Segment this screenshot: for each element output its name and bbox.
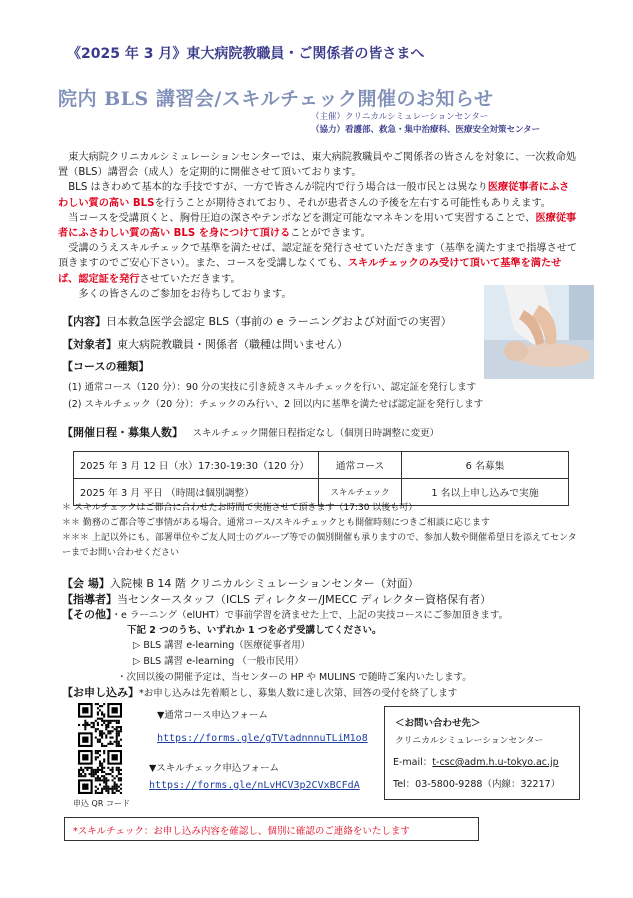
apply-text: *お申し込みは先着順とし、募集人数に達し次第、回答の受付を終了します	[139, 688, 458, 699]
contact-heading: ＜お問い合わせ先＞	[395, 718, 481, 729]
schedule-capacity: 1 名以上申し込みで実施	[402, 479, 569, 506]
note-item: ＊＊＊ 上記以外にも、部署単位やご友人同士のグループ等での個別開催も承りますので、参加人数や開催希望日を添えてセンターまでお問い合わせください	[62, 533, 577, 558]
content-label: 【内容】	[62, 315, 106, 328]
schedule-date: 2025 年 3 月 平日 （時間は個別調整）	[74, 479, 319, 506]
organizer-coop: （協力）看護部、救急・集中治療科、医療安全対策センター	[311, 125, 541, 135]
target-text: 東大病院教職員・関係者（職種は問いません）	[117, 338, 348, 351]
intro-text	[58, 150, 578, 302]
contact-box	[384, 706, 580, 800]
contact-email[interactable]: t-csc@adm.h.u-tokyo.ac.jp	[432, 757, 559, 768]
cpr-training-photo	[484, 285, 594, 379]
content-text: 日本救急医学会認定 BLS（事前の e ラーニングおよび対面での実習）	[106, 315, 452, 328]
skill-form-link[interactable]: https://forms.gle/nLvHCV3p2CVxBCFdA	[149, 780, 360, 791]
intro-paragraph-2: BLS はきわめて基本的な手技ですが、一方で皆さんが院内で行う場合は一般市民とは異なり医療従事者にふさわしい質の高い BLSを行うことが期待されており、それが患者さんの予後を左右する可能性もありえます。	[58, 182, 570, 209]
intro-paragraph-5: 多くの皆さんのご参加をお待ちしております。	[78, 288, 292, 300]
regular-form-link[interactable]: https://forms.gle/gTVtadnnnuTLiM1o8	[157, 733, 368, 744]
other-label: 【その他】	[62, 608, 112, 621]
venue-text: 入院棟 B 14 階 クリニカルシミュレーションセンター（対面）	[109, 577, 419, 590]
qr-code-skill[interactable]	[78, 750, 122, 798]
organizer-main: （主催）クリニカルシミュレーションセンター	[311, 112, 489, 122]
target-label: 【対象者】	[62, 338, 117, 351]
schedule-header	[62, 424, 439, 440]
target-row	[62, 336, 348, 352]
course-types-label: 【コースの種類】	[62, 360, 150, 373]
other-line-3: ・次回以後の開催予定は、当センターの HP や MULINS で随時ご案内いたします。	[117, 672, 472, 683]
course-type-item: (1) 通常コース（120 分）：90 分の実技に引き続きスキルチェックを行い、認定証を発行します	[68, 382, 477, 393]
content-row	[62, 313, 452, 329]
qr-caption: 申込 QR コード	[73, 799, 130, 808]
schedule-capacity: 6 名募集	[402, 452, 569, 479]
table-row	[74, 452, 569, 479]
other-row	[62, 606, 508, 622]
apply-row	[62, 684, 457, 700]
footer-note: *スキルチェック：お申し込み内容を確認し、個別に確認のご連絡をいたします	[64, 817, 479, 841]
instructor-row	[62, 591, 491, 607]
schedule-course: 通常コース	[319, 452, 402, 479]
venue-row	[62, 575, 419, 591]
schedule-table	[73, 451, 569, 506]
contact-tel: Tel：03-5800-9288（内線：32217）	[393, 779, 561, 790]
intro-paragraph-4: 受講のうえスキルチェックで基準を満たせば、認定証を発行させていただきます（基準を満たすまで指導させて頂きますのでご安心下さい）。また、コースを受講しなくても、スキルチェックのみ受けて頂いて基準を満たせば、認定証を発行させていただきます。	[58, 243, 578, 285]
intro-paragraph-3: 当コースを受講頂くと、胸骨圧迫の深さやテンポなどを測定可能なマネキンを用いて実習することで、医療従事者にふさわしい質の高い BLS を身につけて頂けることができます。	[58, 212, 577, 240]
organizer-block	[311, 111, 540, 137]
apply-label: 【お申し込み】	[62, 686, 139, 699]
schedule-course: スキルチェック	[319, 479, 402, 506]
contact-email-row: E-mail：t-csc@adm.h.u-tokyo.ac.jp	[393, 757, 559, 768]
instructor-text: 当センタースタッフ（ICLS ディレクター/JMECC ディレクター資格保有者）	[117, 593, 492, 606]
intro-paragraph-1: 東大病院クリニカルシミュレーションセンターでは、東大病院教職員やご関係者の皆さんを対象に、一次救命処置（BLS）講習会（成人）を定期的に開催させて頂いております。	[58, 152, 577, 179]
skill-form-label: ▼スキルチェック申込フォーム	[149, 763, 279, 774]
qr-code-regular[interactable]	[78, 703, 122, 751]
course-type-item: (2) スキルチェック（20 分）：チェックのみ行い、2 回以内に基準を満たせば認定証を発行します	[68, 399, 484, 410]
elearning-option: ▷ BLS 講習 e-learning （一般市民用）	[133, 656, 304, 667]
schedule-date: 2025 年 3 月 12 日（水）17:30-19:30（120 分）	[74, 452, 319, 479]
other-line-1: ・e ラーニング（elUHT）で事前学習を済ませた上で、上記の実技コースにご参加頂きます。	[111, 610, 509, 621]
schedule-notes	[62, 501, 582, 561]
schedule-note: スキルチェック開催日程指定なし（個別日時調整に変更）	[192, 428, 440, 439]
venue-label: 【会 場】	[62, 577, 110, 590]
page-title: 院内 BLS 講習会/スキルチェック開催のお知らせ	[58, 88, 494, 110]
schedule-label: 【開催日程・募集人数】	[62, 426, 183, 439]
other-line-2: 下記 2 つのうち、いずれか 1 つを必ず受講してください。	[127, 625, 382, 636]
audience-banner: 《2025 年 3 月》東大病院教職員・ご関係者の皆さまへ	[67, 46, 425, 62]
regular-form-label: ▼通常コース申込フォーム	[157, 710, 268, 721]
instructor-label: 【指導者】	[62, 593, 117, 606]
note-item: ＊ スキルチェックはご都合に合わせたお時間で実施させて頂きます（17:30 以後も可）	[62, 503, 418, 513]
note-item: ＊＊ 勤務のご都合等ご事情がある場合、通常コース/スキルチェックとも開催時刻につきご相談に応じます	[62, 518, 490, 528]
elearning-option: ▷ BLS 講習 e-learning（医療従事者用）	[133, 640, 311, 651]
contact-org: クリニカルシミュレーションセンター	[395, 736, 544, 746]
